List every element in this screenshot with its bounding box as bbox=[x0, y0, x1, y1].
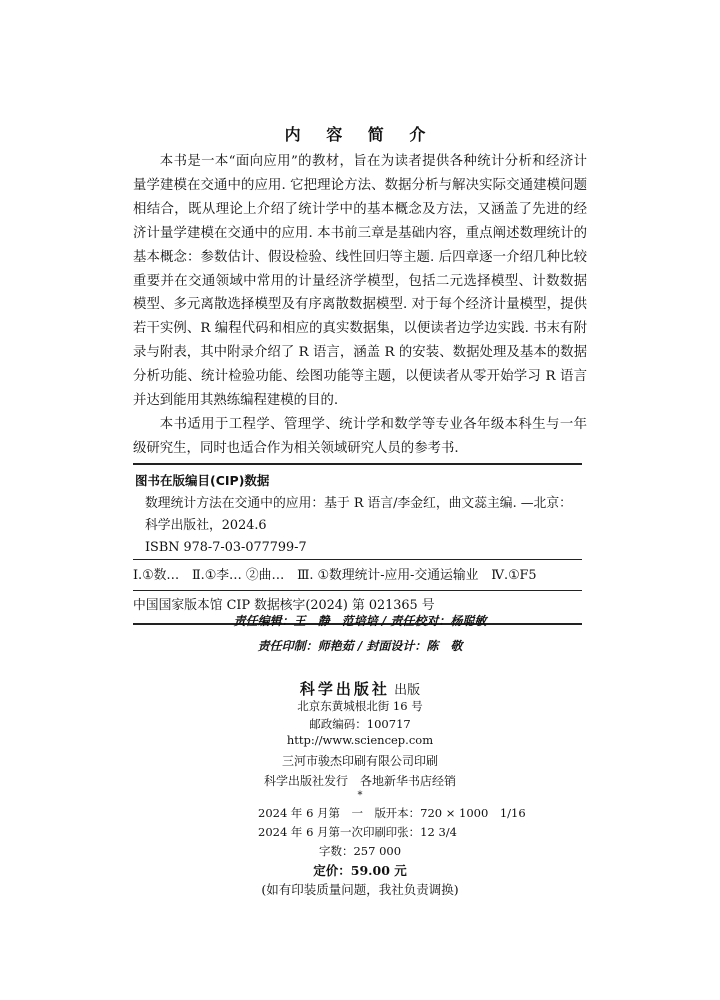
print-sheets: 印张：12 3/4 bbox=[385, 825, 457, 839]
quality-note: (如有印装质量问题，我社负责调换) bbox=[261, 882, 459, 897]
edition-row bbox=[258, 805, 526, 821]
cip-isbn: ISBN 978-7-03-077799-7 bbox=[145, 540, 307, 555]
distribution: 科学出版社发行 各地新华书店经销 bbox=[263, 774, 456, 788]
divider bbox=[133, 590, 582, 591]
divider bbox=[133, 463, 582, 465]
separator-star: * bbox=[357, 790, 363, 801]
printer: 三河市骏杰印刷有限公司印刷 bbox=[281, 754, 438, 768]
divider bbox=[133, 559, 582, 560]
cip-entry: 数理统计方法在交通中的应用：基于 R 语言/李金红，曲文蕊主编. —北京：科学出版社，2024.6 bbox=[145, 496, 572, 533]
print-row bbox=[258, 824, 457, 840]
publisher-suffix: 出版 bbox=[394, 683, 421, 698]
price: 定价：59.00 元 bbox=[313, 863, 407, 878]
word-count: 字数：257 000 bbox=[318, 844, 402, 858]
cip-number: 中国国家版本馆 CIP 数据核字(2024) 第 021365 号 bbox=[133, 598, 435, 613]
page-title: 内 容 简 介 bbox=[284, 125, 436, 144]
publisher-line bbox=[0, 678, 720, 699]
publisher-address: 北京东黄城根北街 16 号 bbox=[297, 699, 423, 713]
book-format: 开本：720 × 1000 1/16 bbox=[385, 806, 526, 820]
cip-header: 图书在版编目(CIP)数据 bbox=[135, 473, 270, 488]
edition-date: 2024 年 6 月第 一 版 bbox=[258, 806, 387, 820]
print-date: 2024 年 6 月第一次印刷 bbox=[258, 825, 387, 839]
publisher-logo: 科学出版社 bbox=[299, 680, 390, 698]
abstract-paragraph: 本书适用于工程学、管理学、统计学和数学等专业各年级本科生与一年级研究生，同时也适合作为相关领域研究人员的参考书. bbox=[133, 416, 587, 456]
publisher-website: http://www.sciencep.com bbox=[286, 733, 434, 747]
abstract bbox=[133, 150, 587, 461]
credits-printing: 责任印制：师艳茹 / 封面设计：陈 敬 bbox=[257, 639, 463, 653]
cip-block bbox=[133, 463, 582, 625]
publisher-postcode: 邮政编码：100717 bbox=[309, 717, 411, 731]
abstract-paragraph: 本书是一本“面向应用”的教材，旨在为读者提供各种统计分析和经济计量学建模在交通中的应用. 它把理论方法、数据分析与解决实际交通建模问题相结合，既从理论上介绍了统计学中的基本概念及方法，又涵盖了先进的经济计量学建模在交通中的应用. 本书前三章是基础内容，重点阐述数理统计的基本概念：参数估计、假设检验、线性回归等主题. 后四章逐一介绍几种比较重要并在交通领域中常用的计量经济学模型，包括二元选择模型、计数数据模型、多元离散选择模型及有序离散数据模型. 对于每个经济计量模型，提供若干实例、R 编程代码和相应的真实数据集，以便读者边学边实践. 书末有附录与附表，其中附录介绍了 R 语言，涵盖 R 的安装、数据处理及基本的数据分析功能、统计检验功能、绘图功能等主题，以便读者从零开始学习 R 语言并达到能用其熟练编程建模的目的. bbox=[133, 154, 587, 409]
credits-editors: 责任编辑：王 静 范培培 / 责任校对：杨聪敏 bbox=[233, 614, 487, 628]
cip-classification: Ⅰ.①数… Ⅱ.①李… ②曲… Ⅲ. ①数理统计-应用-交通运输业 Ⅳ.①F5 bbox=[133, 568, 537, 583]
